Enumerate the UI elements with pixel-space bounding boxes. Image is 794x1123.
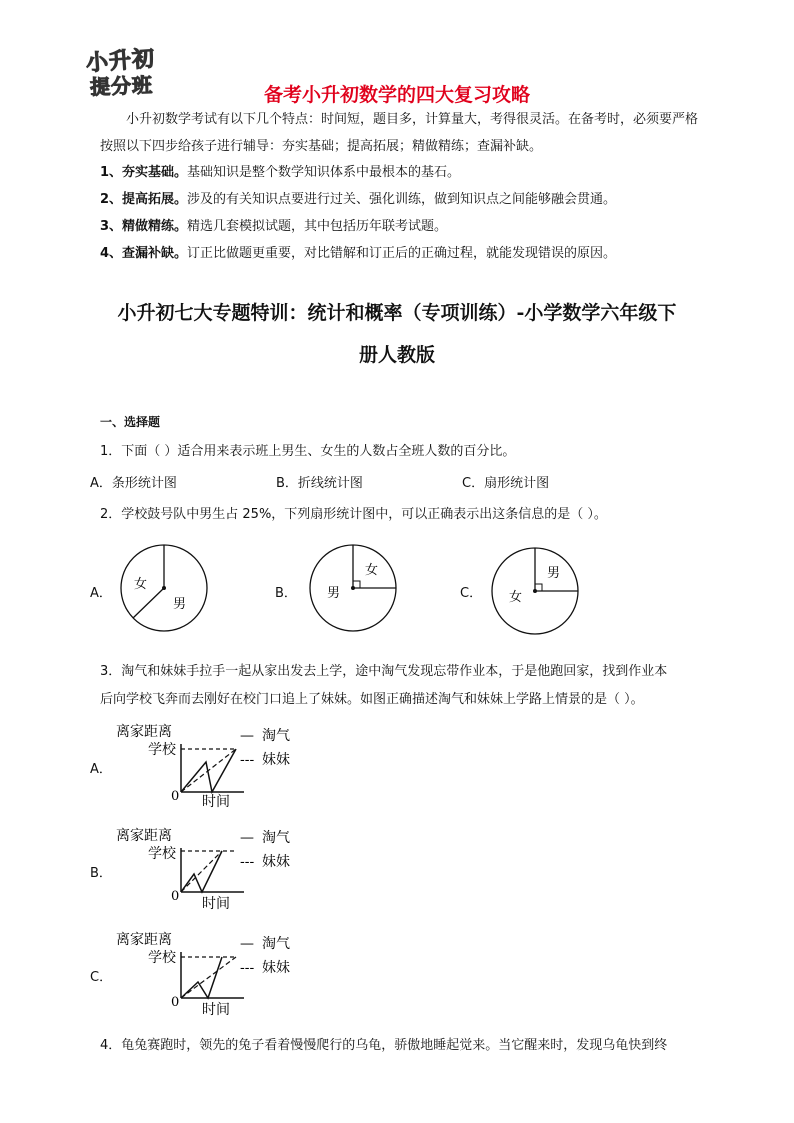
pie-chart-c [489,547,581,639]
graph-a-legend-solid: 淘气 [262,728,290,744]
graph-a-xlabel: 时间 [202,794,230,810]
tip-text: 精选几套模拟试题，其中包括历年联考试题。 [187,219,448,234]
tip-2 [100,188,616,207]
graph-b [112,826,312,916]
tip-text: 基础知识是整个数学知识体系中最根本的基石。 [187,165,461,180]
q1-option-b: B．折线统计图 [276,476,363,491]
graph-c-legend-dashed: 妹妹 [262,960,290,976]
tip-4 [100,242,616,261]
q3-option-b-label: B． [90,866,112,881]
graph-b-legend-dashed: 妹妹 [262,854,290,870]
tip-text: 订正比做题更重要，对比错解和订正后的正确过程，就能发现错误的原因。 [187,246,617,261]
graph-b-ylabel-1: 离家距离 [116,828,172,844]
graph-c [112,930,312,1020]
logo-text-bottom: 提分班 [89,72,154,100]
graph-b-xlabel: 时间 [202,896,230,912]
question-3-line2: 后向学校飞奔而去刚好在校门口追上了妹妹。如图正确描述淘气和妹妹上学路上情景的是（ ）。 [100,692,644,707]
tip-label: 4、查漏补缺。 [100,246,188,261]
tip-label: 2、提高拓展。 [100,192,188,207]
q2-option-b-label: B． [275,586,297,601]
graph-b-legend-solid-mark: — [240,830,254,846]
q1-option-a: A．条形统计图 [90,476,177,491]
paper-title-line1: 小升初七大专题特训：统计和概率（专项训练）-小学数学六年级下 [117,302,677,324]
pie-b-label-girl: 女 [365,563,379,578]
q3-option-a-label: A． [90,762,112,777]
graph-b-ylabel-2: 学校 [148,846,176,862]
question-4: 4．龟兔赛跑时，领先的兔子看着慢慢爬行的乌龟，骄傲地睡起觉来。当它醒来时，发现乌龟快到终 [100,1038,668,1053]
graph-c-ylabel-1: 离家距离 [116,932,172,948]
graph-a-legend-dashed: 妹妹 [262,752,290,768]
question-3-line1: 3．淘气和妹妹手拉手一起从家出发去上学，途中淘气发现忘带作业本，于是他跑回家，找到作业本 [100,664,668,679]
graph-b-legend-dashed-mark: --- [240,854,255,870]
tip-3 [100,215,447,234]
graph-c-legend-solid-mark: — [240,936,254,952]
question-2: 2．学校鼓号队中男生占 25%，下列扇形统计图中，可以正确表示出这条信息的是（ ）。 [100,507,607,522]
graph-a-origin: 0 [171,789,180,804]
graph-b-origin: 0 [171,889,180,904]
tip-1 [100,161,460,180]
q1-option-c: C．扇形统计图 [462,476,550,491]
graph-b-legend-solid: 淘气 [262,830,290,846]
logo-text-top: 小升初 [85,46,156,77]
graph-c-xlabel: 时间 [202,1002,230,1018]
section-heading: 一、选择题 [100,415,161,429]
pie-b-label-boy: 男 [327,586,341,601]
q2-option-a-label: A． [90,586,112,601]
graph-a [112,722,312,812]
graph-c-origin: 0 [171,995,180,1010]
graph-c-legend-solid: 淘气 [262,936,290,952]
headline: 备考小升初数学的四大复习攻略 [263,84,530,106]
graph-a-legend-solid-mark: — [240,728,254,744]
intro-paragraph: 小升初数学考试有以下几个特点：时间短，题目多，计算量大，考得很灵活。在备考时，必须要严格按照以下四步给孩子进行辅导：夯实基础；提高拓展；精做精练；查漏补缺。 [100,112,699,154]
pie-c-label-girl: 女 [509,590,523,605]
pie-a-label-girl: 女 [134,577,148,592]
q3-option-c-label: C． [90,970,113,985]
question-1: 1．下面（ ）适合用来表示班上男生、女生的人数占全班人数的百分比。 [100,444,516,459]
pie-c-label-boy: 男 [547,566,561,581]
paper-title-line2: 册人教版 [358,344,435,366]
pie-chart-b [307,544,399,636]
tip-label: 3、精做精练。 [100,219,188,234]
graph-a-legend-dashed-mark: --- [240,752,255,768]
tip-label: 1、夯实基础。 [100,165,188,180]
tip-text: 涉及的有关知识点要进行过关、强化训练，做到知识点之间能够融会贯通。 [187,192,617,207]
pie-a-label-boy: 男 [173,597,187,612]
graph-a-ylabel-1: 离家距离 [116,724,172,740]
q2-option-c-label: C． [460,586,483,601]
pie-chart-a [118,544,210,636]
graph-c-ylabel-2: 学校 [148,950,176,966]
graph-c-legend-dashed-mark: --- [240,960,255,976]
graph-a-ylabel-2: 学校 [148,742,176,758]
